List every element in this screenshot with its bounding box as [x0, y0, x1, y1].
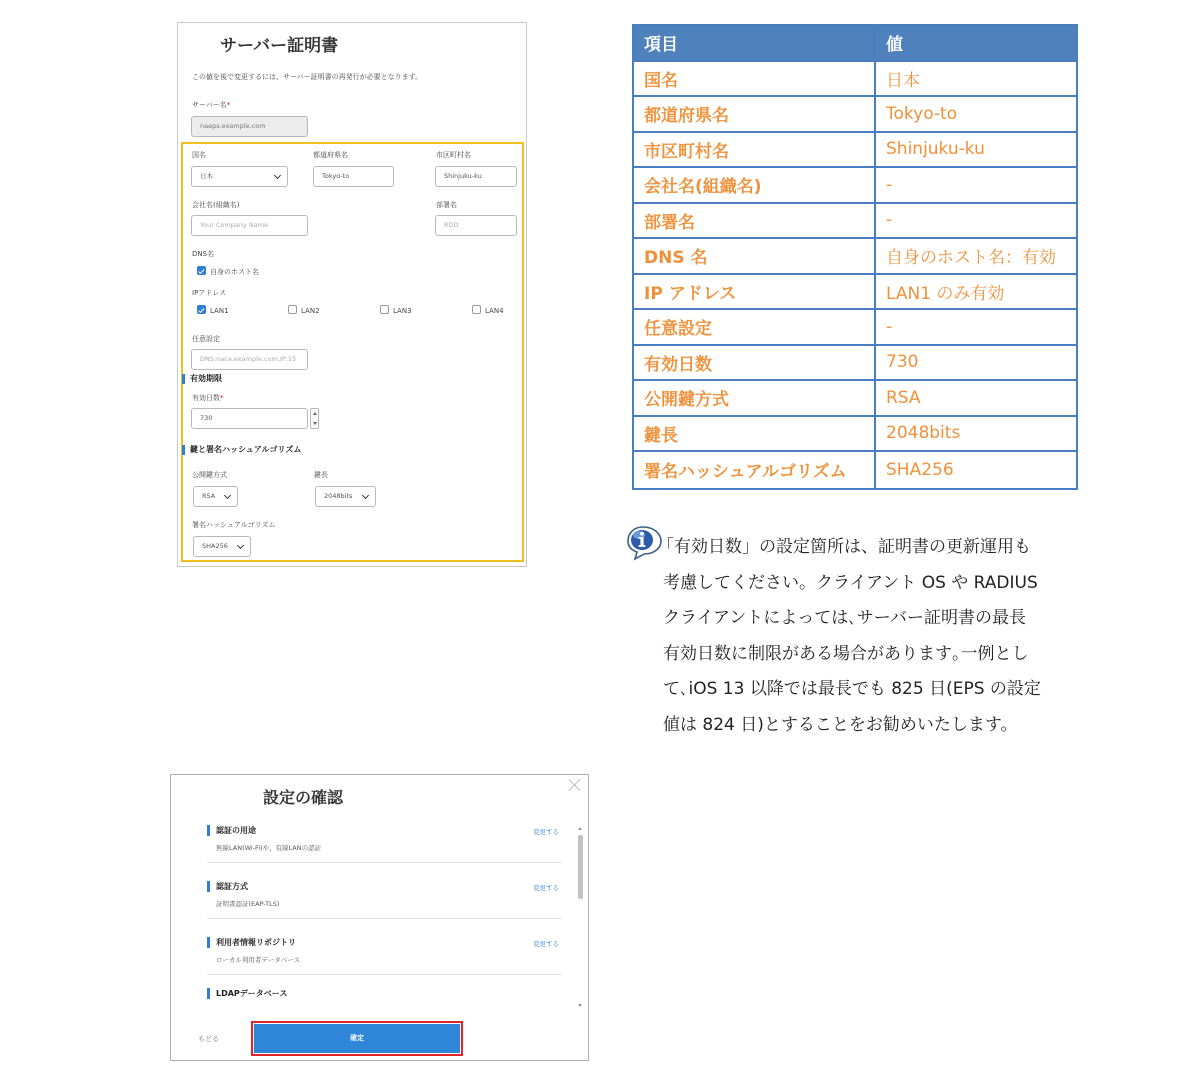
- dns-label: DNS名: [192, 250, 215, 258]
- note-text: [657, 530, 1083, 743]
- table-row: [634, 168, 1076, 204]
- table-row: [634, 417, 1076, 453]
- server-name-label: サーバー名*: [192, 101, 231, 109]
- row-key: 任意設定: [634, 310, 876, 346]
- note-line: 考慮してください。クライアント OS や RADIUS: [663, 572, 1038, 593]
- note-line: 値は 824 日)とすることをお勧めいたします。: [663, 714, 1018, 735]
- change-link[interactable]: 変更する: [533, 940, 559, 948]
- row-key: 部署名: [634, 204, 876, 240]
- row-value: SHA256: [886, 459, 954, 480]
- lan1-label: LAN1: [210, 307, 229, 315]
- scroll-up-icon[interactable]: [578, 827, 582, 830]
- hash-select[interactable]: SHA256: [193, 536, 251, 557]
- city-label: 市区町村名: [436, 151, 471, 159]
- lan3-checkbox[interactable]: [380, 305, 389, 314]
- row-key: DNS 名: [634, 239, 876, 275]
- dialog-scrollbar[interactable]: [577, 827, 584, 1007]
- optional-label: 任意設定: [192, 335, 220, 343]
- stepper-down-icon[interactable]: [313, 422, 317, 425]
- row-value: -: [876, 310, 1076, 346]
- divider: [207, 974, 562, 975]
- table-row: [634, 310, 1076, 346]
- table-header-row: [634, 26, 1076, 62]
- table-row: [634, 346, 1076, 382]
- table-row: [634, 204, 1076, 240]
- table-row: [634, 239, 1076, 275]
- table-row: [634, 452, 1076, 488]
- confirm-dialog: [170, 774, 589, 1061]
- row-value: 2048bits: [876, 417, 1076, 453]
- note-line: て､iOS 13 以降では最長でも 825 日(EPS の設定: [663, 679, 1041, 699]
- row-value: -: [876, 204, 1076, 240]
- city-input[interactable]: Shinjuku-ku: [435, 166, 517, 187]
- row-key: 都道府県名: [634, 97, 876, 133]
- cert-description: この値を後で変更するには、サーバー証明書の再発行が必要となります。: [192, 73, 423, 81]
- hash-label: 署名ハッシュアルゴリズム: [192, 521, 276, 529]
- item-heading: LDAPデータベース: [207, 988, 287, 999]
- note-line: クライアントによっては､サーバー証明書の最長: [663, 608, 1026, 628]
- company-input[interactable]: Your Company Name: [191, 215, 308, 236]
- prefecture-input[interactable]: Tokyo-to: [313, 166, 394, 187]
- table-row: [634, 97, 1076, 133]
- row-value: 730: [876, 346, 1076, 382]
- divider: [207, 862, 562, 863]
- key-length-select[interactable]: 2048bits: [315, 486, 376, 507]
- row-value: 日本: [876, 62, 1076, 98]
- lan2-label: LAN2: [301, 307, 320, 315]
- item-heading: 認証方式: [207, 881, 248, 892]
- row-value: LAN1 のみ有効: [876, 275, 1076, 311]
- row-key: 市区町村名: [634, 133, 876, 169]
- department-label: 部署名: [436, 201, 457, 209]
- key-method-select[interactable]: RSA: [193, 486, 238, 507]
- validity-days-stepper[interactable]: [310, 408, 319, 429]
- confirm-button[interactable]: 確定: [254, 1024, 460, 1053]
- stepper-up-icon[interactable]: [313, 412, 317, 415]
- table-row: [634, 275, 1076, 311]
- back-button[interactable]: もどる: [198, 1035, 219, 1043]
- lan3-label: LAN3: [393, 307, 412, 315]
- table-row: [634, 381, 1076, 417]
- company-label: 会社名(組織名): [192, 201, 240, 209]
- row-value: -: [876, 168, 1076, 204]
- item-detail: ローカル利用者データベース: [216, 956, 301, 964]
- header-value: 値: [876, 26, 1076, 62]
- scroll-thumb[interactable]: [578, 835, 583, 899]
- scroll-down-icon[interactable]: [578, 1004, 582, 1007]
- row-key: 公開鍵方式: [634, 381, 876, 417]
- cert-panel-title: サーバー証明書: [220, 36, 339, 56]
- item-detail: 証明書認証(EAP-TLS): [216, 900, 280, 908]
- note-line: 「有効日数」の設定箇所は、証明書の更新運用も: [657, 537, 1031, 557]
- country-select[interactable]: 日本: [191, 166, 288, 187]
- server-certificate-panel: [177, 22, 527, 567]
- settings-table: [632, 24, 1078, 490]
- prefecture-label: 都道府県名: [313, 151, 348, 159]
- dialog-title: 設定の確認: [263, 788, 344, 807]
- header-item: 項目: [634, 26, 876, 62]
- divider: [207, 918, 562, 919]
- row-value: Tokyo-to: [876, 97, 1076, 133]
- row-key: IP アドレス: [634, 275, 876, 311]
- change-link[interactable]: 変更する: [533, 884, 559, 892]
- item-detail: 無線LAN(Wi-Fi)や、有線LANの認証: [216, 844, 322, 852]
- table-row: [634, 133, 1076, 169]
- dns-self-host-checkbox[interactable]: [197, 266, 206, 275]
- row-value: RSA: [876, 381, 1076, 417]
- optional-input[interactable]: DNS:naca.example.com,IP:15: [191, 349, 308, 370]
- validity-days-input[interactable]: 730: [191, 408, 308, 429]
- lan4-checkbox[interactable]: [472, 305, 481, 314]
- lan4-label: LAN4: [485, 307, 504, 315]
- close-icon[interactable]: [568, 778, 582, 792]
- row-key: 署名ハッシュアルゴリズム: [634, 452, 876, 488]
- row-key: 会社名(組織名): [634, 168, 876, 204]
- server-name-field: naeps.example.com: [191, 116, 308, 137]
- key-length-label: 鍵長: [314, 471, 328, 479]
- dns-self-host-label: 自身のホスト名: [210, 268, 259, 276]
- note-line: 有効日数に制限がある場合があります｡一例とし: [663, 643, 1029, 664]
- row-value: Shinjuku-ku: [876, 133, 1076, 169]
- change-link[interactable]: 変更する: [533, 828, 559, 836]
- table-row: [634, 62, 1076, 98]
- item-heading: 利用者情報リポジトリ: [207, 937, 296, 948]
- lan2-checkbox[interactable]: [288, 305, 297, 314]
- validity-days-label: 有効日数*: [192, 394, 224, 402]
- item-heading: 認証の用途: [207, 825, 256, 836]
- row-key: 国名: [634, 62, 876, 98]
- validity-section-heading: 有効期限: [182, 374, 222, 384]
- row-key: 有効日数: [634, 346, 876, 382]
- lan1-checkbox[interactable]: [197, 305, 206, 314]
- department-input[interactable]: RDD: [435, 215, 517, 236]
- key-method-label: 公開鍵方式: [192, 471, 227, 479]
- row-value: 自身のホスト名：有効: [876, 239, 1076, 275]
- key-section-heading: 鍵と署名ハッシュアルゴリズム: [182, 445, 301, 455]
- country-label: 国名: [192, 151, 206, 159]
- ip-label: IPアドレス: [192, 289, 227, 297]
- row-key: 鍵長: [634, 417, 876, 453]
